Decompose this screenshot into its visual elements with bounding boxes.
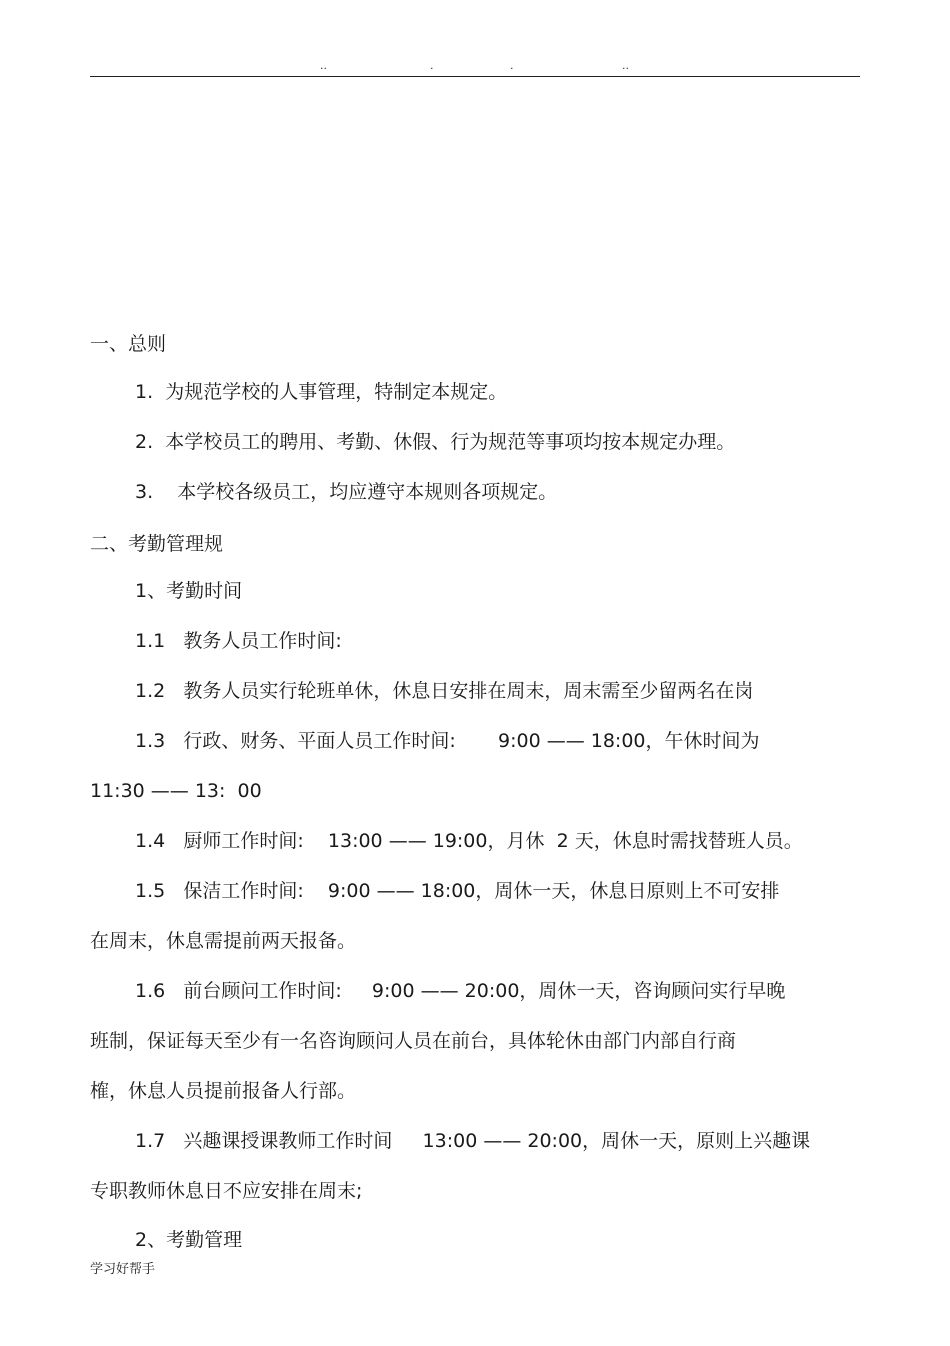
subsection-heading: 2、考勤管理 (135, 1229, 243, 1251)
header-dot: .. (622, 59, 629, 72)
page-header (0, 58, 950, 74)
header-dot: . (430, 59, 434, 72)
paragraph-line: 1.5 保洁工作时间: 9:00 —— 18:00，周休一天，休息日原则上不可安排 (135, 880, 780, 902)
section-heading: 二、考勤管理规 (90, 533, 224, 555)
paragraph-line: 1.1 教务人员工作时间: (135, 630, 342, 652)
header-dot: .. (320, 59, 327, 72)
paragraph-line: 在周末，休息需提前两天报备。 (90, 930, 357, 952)
paragraph-line: 1.2 教务人员实行轮班单休，休息日安排在周末，周末需至少留两名在岗 (135, 680, 754, 702)
subsection-heading: 1、考勤时间 (135, 580, 243, 602)
section-heading: 一、总则 (90, 333, 167, 355)
header-rule (90, 76, 860, 77)
paragraph-line: 1.4 厨师工作时间: 13:00 —— 19:00，月休 2 天，休息时需找替班人员。 (135, 830, 803, 852)
paragraph-line: 1.6 前台顾问工作时间: 9:00 —— 20:00，周休一天，咨询顾问实行早晚 (135, 980, 786, 1002)
paragraph-line: 班制，保证每天至少有一名咨询顾问人员在前台，具体轮休由部门内部自行商 (90, 1030, 737, 1052)
paragraph-line: 1. 为规范学校的人事管理，特制定本规定。 (135, 381, 508, 403)
page-footer: 学习好帮手 (90, 1262, 156, 1277)
paragraph-line: 2. 本学校员工的聘用、考勤、休假、行为规范等事项均按本规定办理。 (135, 431, 736, 453)
paragraph-line: 专职教师休息日不应安排在周末; (90, 1180, 363, 1202)
paragraph-line: 11:30 —— 13: 00 (90, 780, 262, 802)
header-dot: . (510, 59, 514, 72)
paragraph-line: 榷，休息人员提前报备人行部。 (90, 1080, 357, 1102)
paragraph-line: 3. 本学校各级员工，均应遵守本规则各项规定。 (135, 481, 558, 503)
paragraph-line: 1.7 兴趣课授课教师工作时间 13:00 —— 20:00，周休一天，原则上兴趣课 (135, 1130, 811, 1152)
paragraph-line: 1.3 行政、财务、平面人员工作时间: 9:00 —— 18:00，午休时间为 (135, 730, 760, 752)
